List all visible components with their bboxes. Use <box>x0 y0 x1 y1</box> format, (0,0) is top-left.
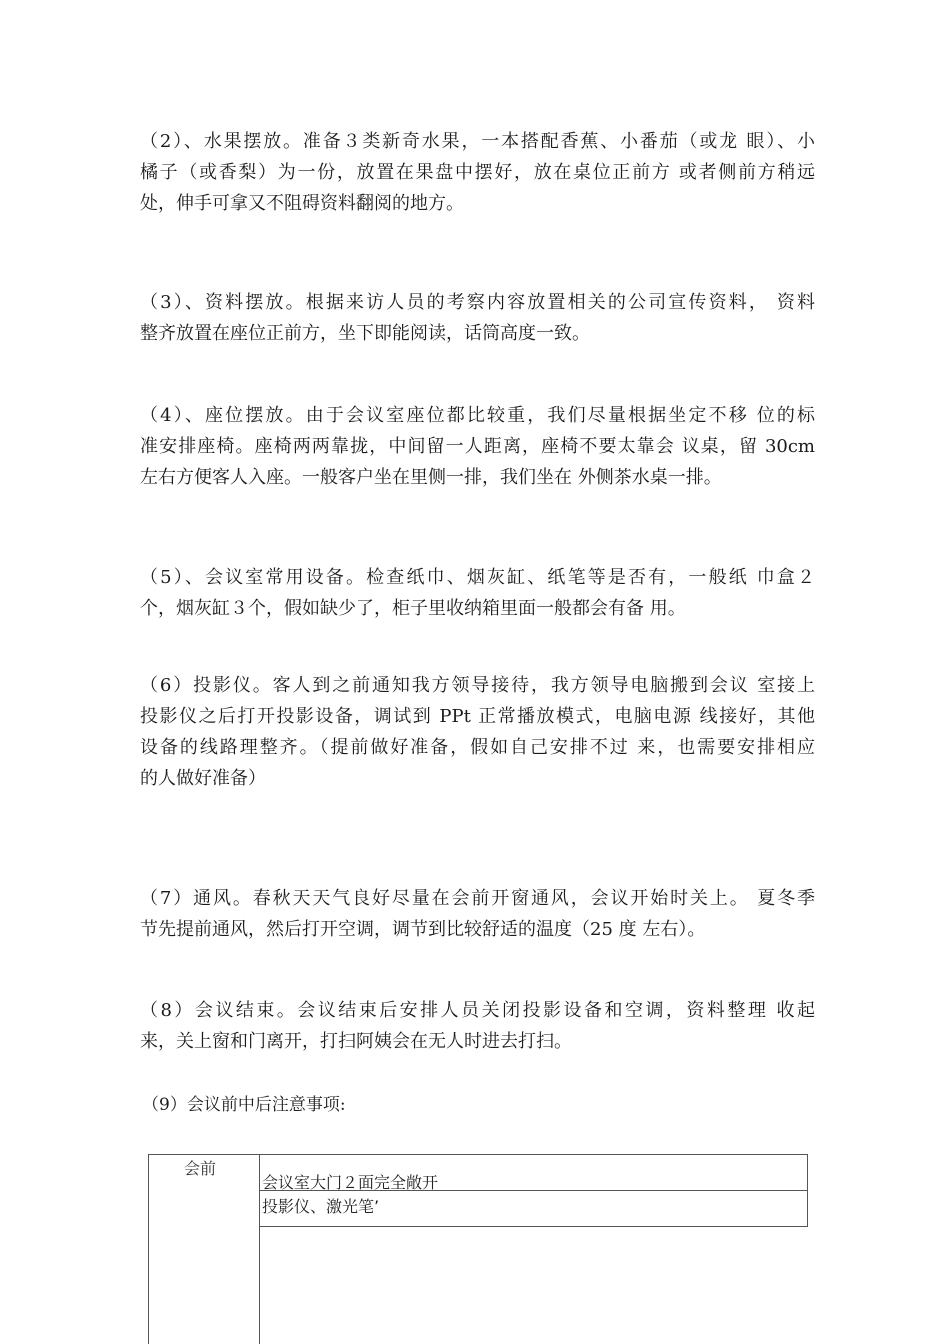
text-line: （4）、座位摆放。由于会议室座位都比较重，我们尽量根据坐定不移 位的标 <box>140 405 815 426</box>
text-line: 的人做好准备） <box>140 768 266 789</box>
text-line: （5）、会议室常用设备。检查纸巾、烟灰缸、纸笔等是否有，一般纸 巾盒２ <box>140 567 815 588</box>
text-line: （3）、资料摆放。根据来访人员的考察内容放置相关的公司宣传资料， 资料 <box>140 292 815 313</box>
text-line: 个，烟灰缸３个，假如缺少了，柜子里收纳箱里面一般都会有备 用。 <box>140 598 686 619</box>
table-cell: 投影仪、激光笔’ <box>262 1197 380 1216</box>
text-line: （7）通风。春秋天天气良好尽量在会前开窗通风，会议开始时关上。 夏冬季 <box>140 888 815 909</box>
paragraph-seating <box>140 400 815 493</box>
text-line: 处，伸手可拿又不阻碍资料翻阅的地方。 <box>140 193 464 214</box>
paragraph-projector <box>140 670 815 794</box>
table-border <box>148 1154 149 1344</box>
paragraph-materials <box>140 287 815 349</box>
table-cell: 会议室大门２面完全敞开 <box>262 1173 439 1192</box>
text-line: （8）会议结束。会议结束后安排人员关闭投影设备和空调，资料整理 收起 <box>140 1000 815 1021</box>
text-line: 来，关上窗和门离开，打扫阿姨会在无人时进去打扫。 <box>140 1031 572 1052</box>
table-row-label: 会前 <box>184 1159 217 1178</box>
paragraph-meeting-end <box>140 995 815 1057</box>
paragraph-fruit <box>140 126 815 219</box>
notes-table <box>148 1154 808 1344</box>
table-border <box>259 1226 808 1227</box>
text-line: 设备的线路理整齐。（提前做好准备，假如自己安排不过 来，也需要安排相应 <box>140 737 815 758</box>
text-line: 投影仪之后打开投影设备，调试到 PPt 正常播放模式，电脑电源 线接好，其他 <box>140 706 815 727</box>
text-line: 节先提前通风，然后打开空调，调节到比较舒适的温度（25 度 左右）。 <box>140 919 706 940</box>
text-line: 准安排座椅。座椅两两靠拢，中间留一人距离，座椅不要太靠会 议桌，留 30cm <box>140 436 815 457</box>
table-border <box>259 1154 260 1344</box>
text-line: 左右方便客人入座。一般客户坐在里侧一排，我们坐在 外侧茶水桌一排。 <box>140 467 722 488</box>
text-line: 橘子（或香梨）为一份，放置在果盘中摆好，放在桌位正前方 或者侧前方稍远 <box>140 162 815 183</box>
text-line: 整齐放置在座位正前方，坐下即能阅读，话筒高度一致。 <box>140 323 590 344</box>
section-heading-notes: （9）会议前中后注意事项: <box>142 1095 346 1115</box>
text-line: （2）、水果摆放。准备３类新奇水果，一本搭配香蕉、小番茄（或龙 眼）、小 <box>140 131 815 152</box>
table-border <box>148 1154 808 1155</box>
text-line: （6）投影仪。客人到之前通知我方领导接待，我方领导电脑搬到会议 室接上 <box>140 675 815 696</box>
paragraph-equipment <box>140 562 815 624</box>
paragraph-ventilation <box>140 883 815 945</box>
